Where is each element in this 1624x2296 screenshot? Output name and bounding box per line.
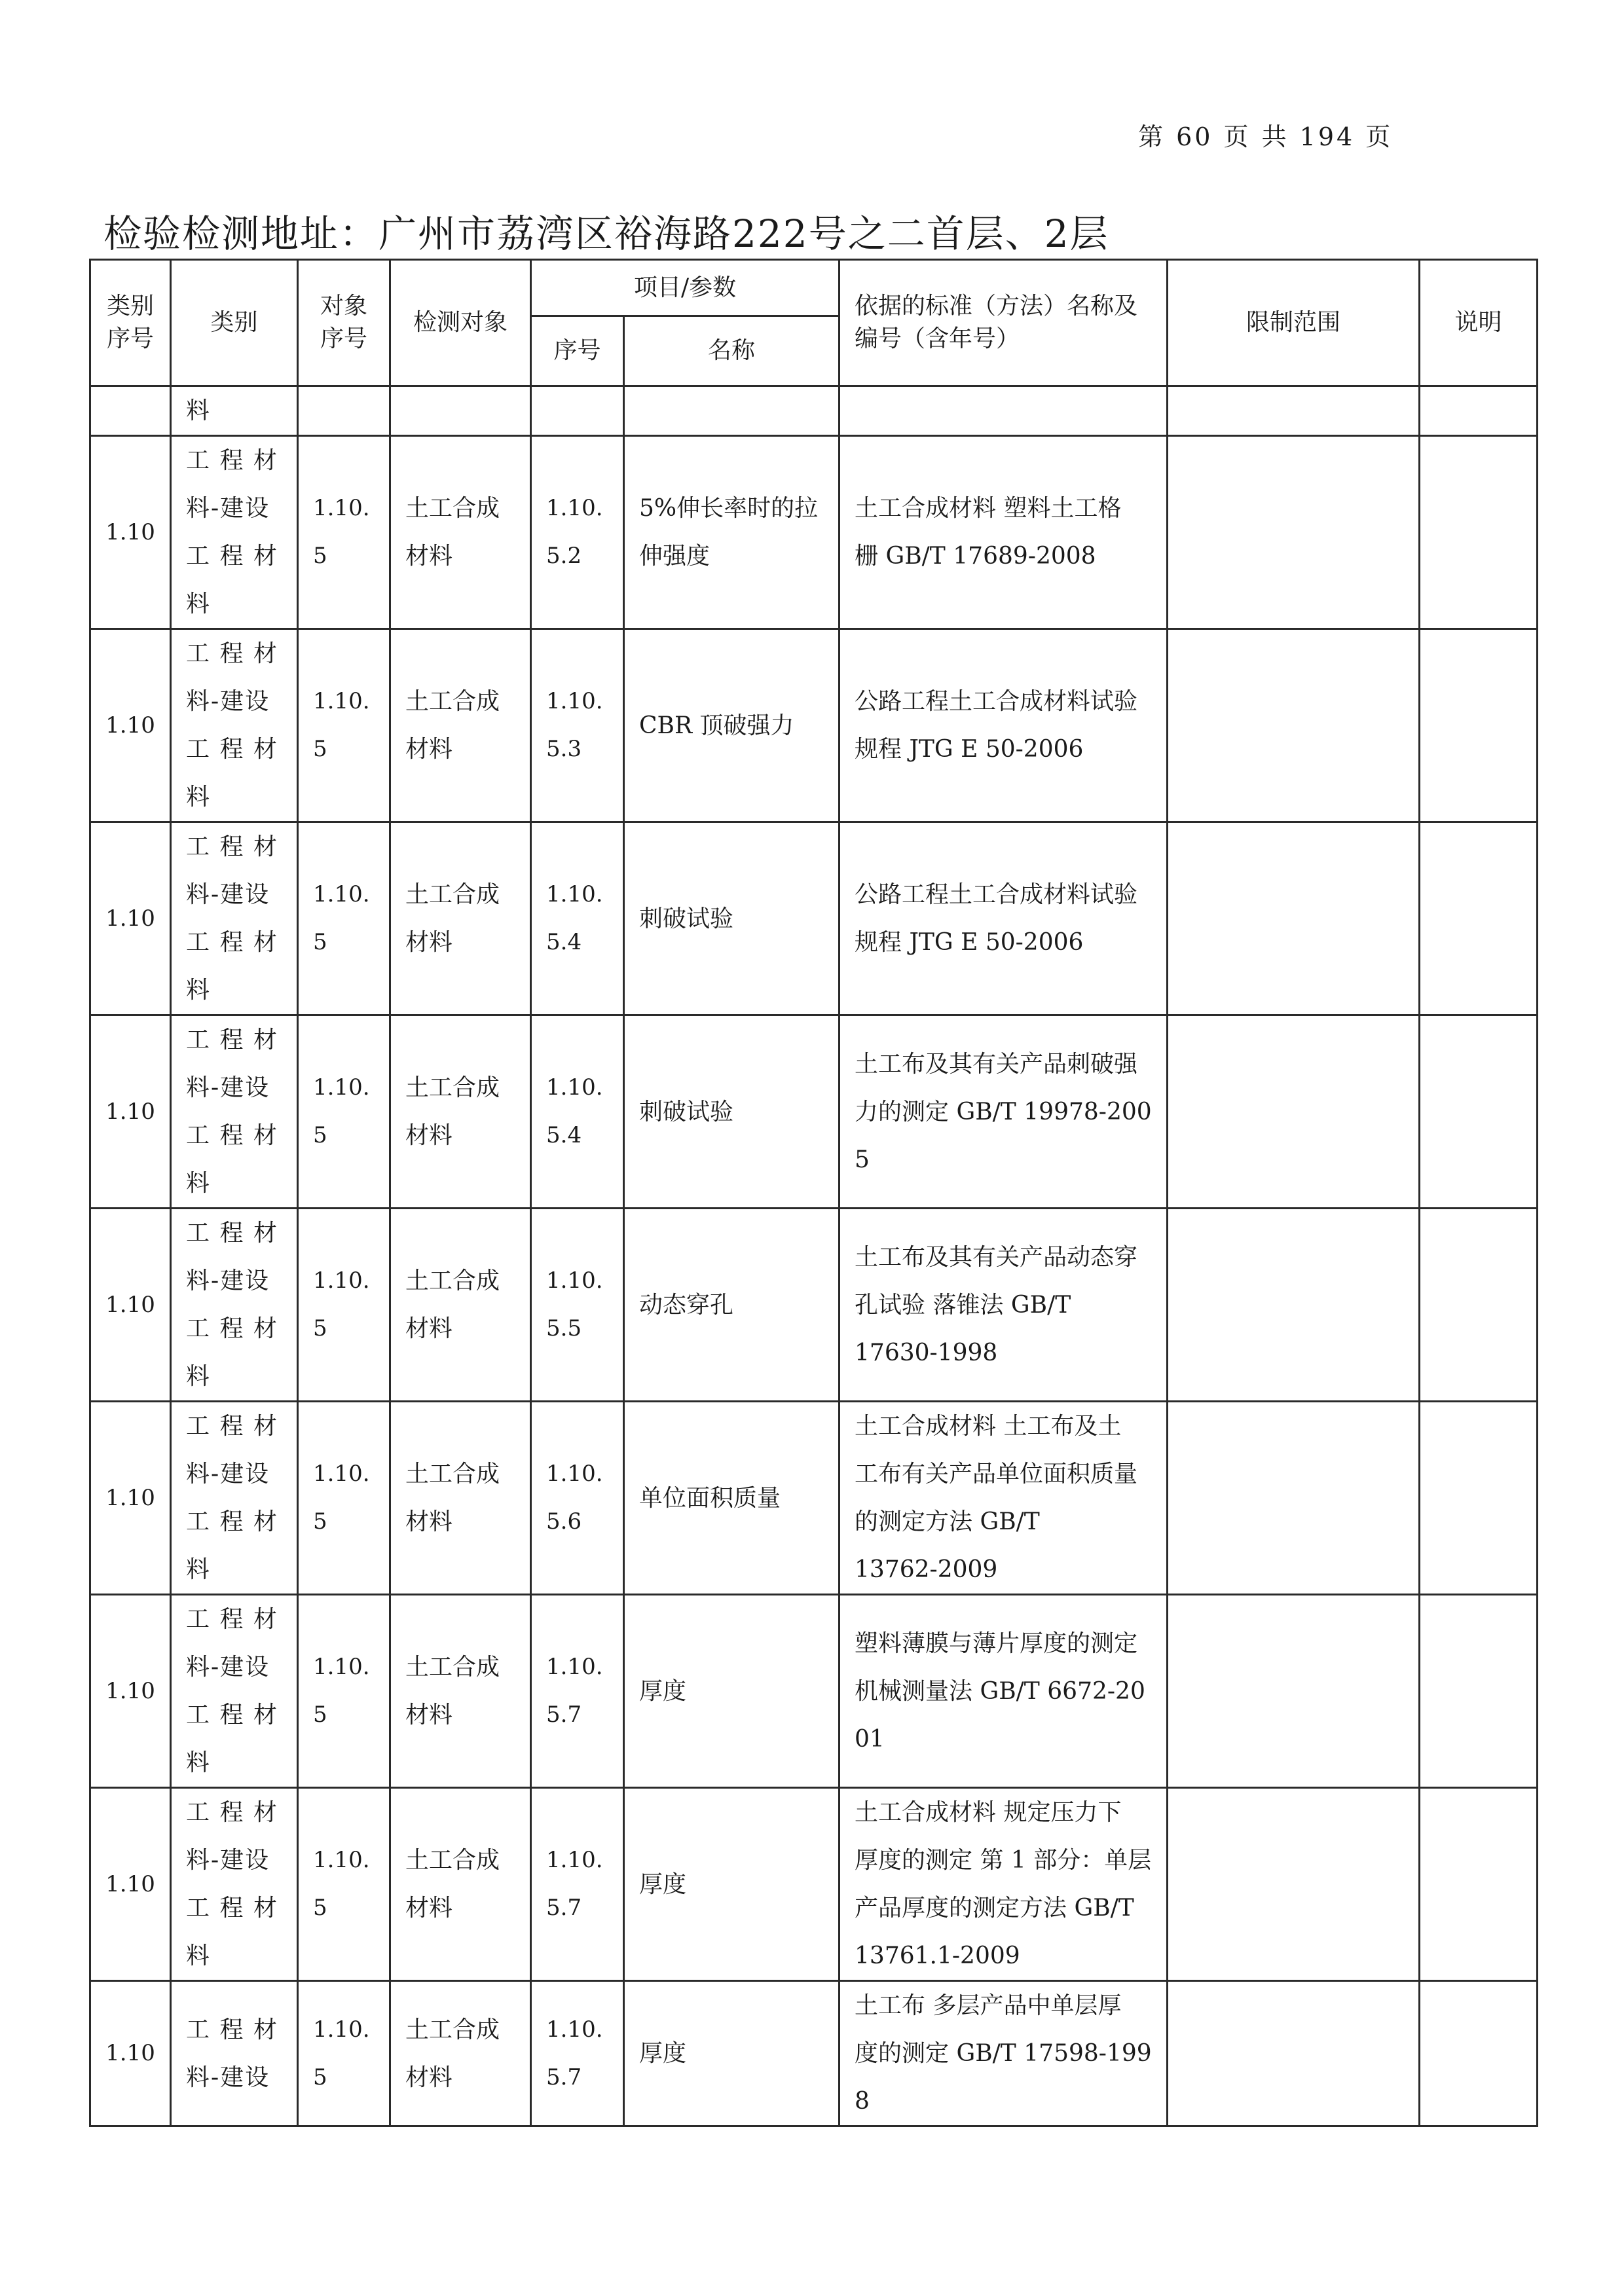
cell-remark [1420, 822, 1538, 1015]
cell-standard: 土工布及其有关产品刺破强 力的测定 GB/T 19978-2005 [840, 1015, 1168, 1209]
cell-object [390, 386, 531, 436]
cell-category: 工 程 材 料-建设 工 程 材 料 [171, 1595, 298, 1788]
cell-category: 工 程 材 料-建设 工 程 材 料 [171, 1015, 298, 1209]
cell-limit [1168, 629, 1420, 822]
cell-limit [1168, 1209, 1420, 1402]
cell-remark [1420, 386, 1538, 436]
header-remark: 说明 [1420, 260, 1538, 386]
cell-item-no: 1.10. 5.4 [531, 822, 624, 1015]
cell-object: 土工合成 材料 [390, 1595, 531, 1788]
cell-category: 工 程 材 料-建设 工 程 材 料 [171, 1402, 298, 1595]
cell-category-no [90, 386, 171, 436]
cell-category-no: 1.10 [90, 436, 171, 629]
cell-limit [1168, 386, 1420, 436]
cell-object: 土工合成 材料 [390, 1981, 531, 2126]
cell-object-no [298, 386, 390, 436]
header-object-no: 对象 序号 [298, 260, 390, 386]
header-item-param: 项目/参数 [531, 260, 840, 316]
table-row [90, 1981, 1538, 2126]
cell-category: 工 程 材 料-建设 工 程 材 料 [171, 1788, 298, 1981]
cell-object: 土工合成 材料 [390, 1402, 531, 1595]
cell-standard: 塑料薄膜与薄片厚度的测定 机械测量法 GB/T 6672-2001 [840, 1595, 1168, 1788]
cell-remark [1420, 436, 1538, 629]
page-number: 第 60 页 共 194 页 [1138, 122, 1393, 151]
cell-standard: 土工合成材料 塑料土工格 栅 GB/T 17689-2008 [840, 436, 1168, 629]
cell-limit [1168, 1402, 1420, 1595]
cell-category: 料 [171, 386, 298, 436]
cell-item-name [624, 386, 840, 436]
cell-item-name: 动态穿孔 [624, 1209, 840, 1402]
cell-item-name: 厚度 [624, 1981, 840, 2126]
cell-category: 工 程 材 料-建设 工 程 材 料 [171, 1209, 298, 1402]
cell-standard: 土工布 多层产品中单层厚 度的测定 GB/T 17598-1998 [840, 1981, 1168, 2126]
cell-category-no: 1.10 [90, 1981, 171, 2126]
cell-standard: 公路工程土工合成材料试验 规程 JTG E 50-2006 [840, 822, 1168, 1015]
cell-category-no: 1.10 [90, 1788, 171, 1981]
header-category-no: 类别 序号 [90, 260, 171, 386]
cell-item-name: 刺破试验 [624, 822, 840, 1015]
header-standard: 依据的标准（方法）名称及 编号（含年号） [840, 260, 1168, 386]
table-row [90, 436, 1538, 629]
cell-standard: 土工合成材料 土工布及土 工布有关产品单位面积质量 的测定方法 GB/T 13762-2009 [840, 1402, 1168, 1595]
cell-object-no: 1.10. 5 [298, 1209, 390, 1402]
cell-object-no: 1.10. 5 [298, 1981, 390, 2126]
cell-object-no: 1.10. 5 [298, 629, 390, 822]
header-item-name: 名称 [624, 316, 840, 386]
cell-item-no: 1.10. 5.2 [531, 436, 624, 629]
cell-item-name: 单位面积质量 [624, 1402, 840, 1595]
table-row [90, 1015, 1538, 1209]
cell-item-name: 厚度 [624, 1788, 840, 1981]
cell-category-no: 1.10 [90, 629, 171, 822]
table-row [90, 629, 1538, 822]
cell-object: 土工合成 材料 [390, 1209, 531, 1402]
cell-object-no: 1.10. 5 [298, 436, 390, 629]
header-item-no: 序号 [531, 316, 624, 386]
cell-limit [1168, 1981, 1420, 2126]
cell-standard: 土工合成材料 规定压力下 厚度的测定 第 1 部分：单层 产品厚度的测定方法 GB/T 13761.1-2009 [840, 1788, 1168, 1981]
cell-item-no: 1.10. 5.7 [531, 1595, 624, 1788]
cell-category: 工 程 材 料-建设 工 程 材 料 [171, 629, 298, 822]
cell-remark [1420, 1402, 1538, 1595]
cell-category-no: 1.10 [90, 1209, 171, 1402]
cell-category: 工 程 材 料-建设 工 程 材 料 [171, 822, 298, 1015]
cell-object-no: 1.10. 5 [298, 822, 390, 1015]
cell-item-no: 1.10. 5.6 [531, 1402, 624, 1595]
cell-item-name: 5%伸长率时的拉 伸强度 [624, 436, 840, 629]
cell-object-no: 1.10. 5 [298, 1402, 390, 1595]
cell-object-no: 1.10. 5 [298, 1015, 390, 1209]
header-category: 类别 [171, 260, 298, 386]
cell-object-no: 1.10. 5 [298, 1788, 390, 1981]
cell-category: 工 程 材 料-建设 [171, 1981, 298, 2126]
cell-item-no: 1.10. 5.4 [531, 1015, 624, 1209]
cell-limit [1168, 822, 1420, 1015]
table-row [90, 1209, 1538, 1402]
cell-remark [1420, 1981, 1538, 2126]
cell-item-name: CBR 顶破强力 [624, 629, 840, 822]
cell-limit [1168, 436, 1420, 629]
cell-category: 工 程 材 料-建设 工 程 材 料 [171, 436, 298, 629]
cell-category-no: 1.10 [90, 1402, 171, 1595]
cell-category-no: 1.10 [90, 822, 171, 1015]
table-row [90, 386, 1538, 436]
table-row [90, 1595, 1538, 1788]
cell-item-name: 厚度 [624, 1595, 840, 1788]
cell-item-name: 刺破试验 [624, 1015, 840, 1209]
cell-remark [1420, 1209, 1538, 1402]
cell-standard [840, 386, 1168, 436]
cell-remark [1420, 1015, 1538, 1209]
cell-category-no: 1.10 [90, 1595, 171, 1788]
cell-limit [1168, 1595, 1420, 1788]
cell-object: 土工合成 材料 [390, 822, 531, 1015]
cell-item-no: 1.10. 5.3 [531, 629, 624, 822]
table-row [90, 822, 1538, 1015]
inspection-scope-table [89, 259, 1538, 2127]
cell-item-no: 1.10. 5.5 [531, 1209, 624, 1402]
cell-object: 土工合成 材料 [390, 1015, 531, 1209]
header-limit: 限制范围 [1168, 260, 1420, 386]
cell-limit [1168, 1015, 1420, 1209]
cell-item-no [531, 386, 624, 436]
cell-object-no: 1.10. 5 [298, 1595, 390, 1788]
cell-remark [1420, 1595, 1538, 1788]
header-object: 检测对象 [390, 260, 531, 386]
cell-object: 土工合成 材料 [390, 629, 531, 822]
cell-category-no: 1.10 [90, 1015, 171, 1209]
cell-item-no: 1.10. 5.7 [531, 1788, 624, 1981]
cell-remark [1420, 629, 1538, 822]
cell-object: 土工合成 材料 [390, 436, 531, 629]
cell-limit [1168, 1788, 1420, 1981]
cell-standard: 公路工程土工合成材料试验 规程 JTG E 50-2006 [840, 629, 1168, 822]
table-row [90, 1788, 1538, 1981]
cell-object: 土工合成 材料 [390, 1788, 531, 1981]
cell-item-no: 1.10. 5.7 [531, 1981, 624, 2126]
cell-standard: 土工布及其有关产品动态穿 孔试验 落锥法 GB/T 17630-1998 [840, 1209, 1168, 1402]
cell-remark [1420, 1788, 1538, 1981]
inspection-address-title: 检验检测地址：广州市荔湾区裕海路222号之二首层、2层 [103, 211, 1109, 256]
table-row [90, 1402, 1538, 1595]
